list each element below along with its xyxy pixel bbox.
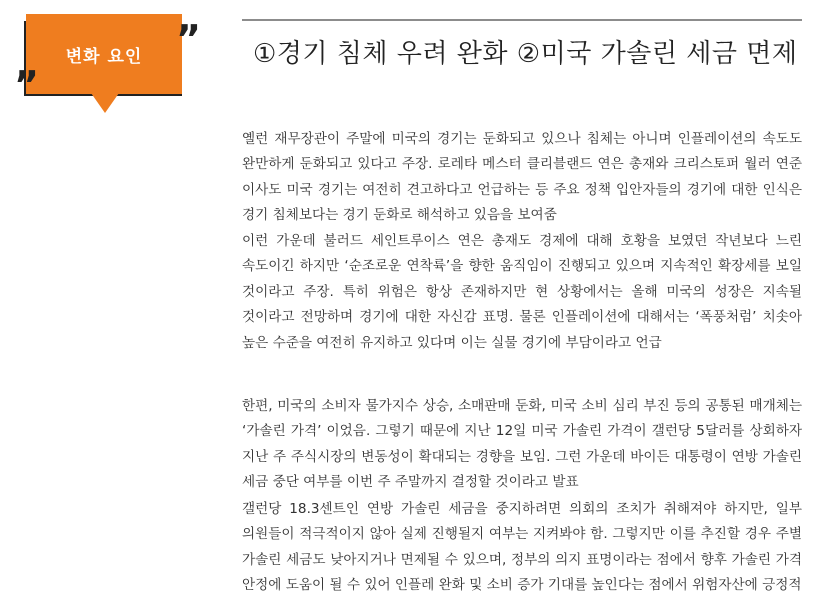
- body-paragraph: 한편, 미국의 소비자 물가지수 상승, 소매판매 둔화, 미국 소비 심리 부진 등의 공통된 매개체는 ‘가솔린 가격’ 이었음. 그렇기 때문에 지난 12일 미국 가솔린 가격이 갤런당 5달러를 상회하자 지난 주 주식시장의 변동성이 확대되는 경향을 보임. 그런 가운데 바이든 대통령이 연방 가솔린 세금 중단 여부를 이번 주 주말까지 결정할 것이라고 발표: [242, 397, 802, 491]
- quote-mark-icon: ”: [14, 63, 39, 107]
- badge-label: 변화 요인: [65, 46, 143, 67]
- page-title: ①경기 침체 우려 완화 ②미국 가솔린 세금 면제: [253, 39, 798, 69]
- speech-bubble-tail: [91, 93, 119, 113]
- section-badge: [0, 0, 240, 130]
- top-divider: [242, 19, 802, 21]
- body-paragraph: 옐런 재무장관이 주말에 미국의 경기는 둔화되고 있으나 침체는 아니며 인플레이션의 속도도 완만하게 둔화되고 있다고 주장. 로레타 메스터 클리블랜드 연은 총재와 크리스토퍼 월러 연준 이사도 미국 경기는 여전히 견고하다고 언급하는 등 주요 정책 입안자들의 경기에 대한 인식은 경기 침체보다는 경기 둔화로 해석하고 있음을 보여줌: [242, 130, 802, 224]
- quote-mark-icon: ”: [176, 17, 201, 61]
- body-paragraph: 이런 가운데 불러드 세인트루이스 연은 총재도 경제에 대해 호황을 보였던 작년보다 느린 속도이긴 하지만 ‘순조로운 연착륙’을 향한 움직임이 진행되고 있으며 지속적인 확장세를 보일 것이라고 주장. 특히 위험은 항상 존재하지만 현 상황에서는 올해 미국의 성장은 지속될 것이라고 전망하며 경기에 대한 자신감 표명. 물론 인플레이션에 대해서는 ‘폭풍처럼’ 치솟아 높은 수준을 여전히 유지하고 있다며 이는 실물 경기에 부담이라고 언급: [242, 232, 802, 351]
- body-paragraph: 갤런당 18.3센트인 연방 가솔린 세금을 중지하려면 의회의 조치가 취해져야 하지만, 일부 의원들이 적극적이지 않아 실제 진행될지 여부는 지켜봐야 함. 그렇지만 이를 추진할 경우 주별 가솔린 세금도 낮아지거나 면제될 수 있으며, 정부의 의지 표명이라는 점에서 향후 가솔린 가격 안정에 도움이 될 수 있어 인플레 완화 및 소비 증가 기대를 높인다는 점에서 위험자산에 긍정적: [242, 500, 802, 594]
